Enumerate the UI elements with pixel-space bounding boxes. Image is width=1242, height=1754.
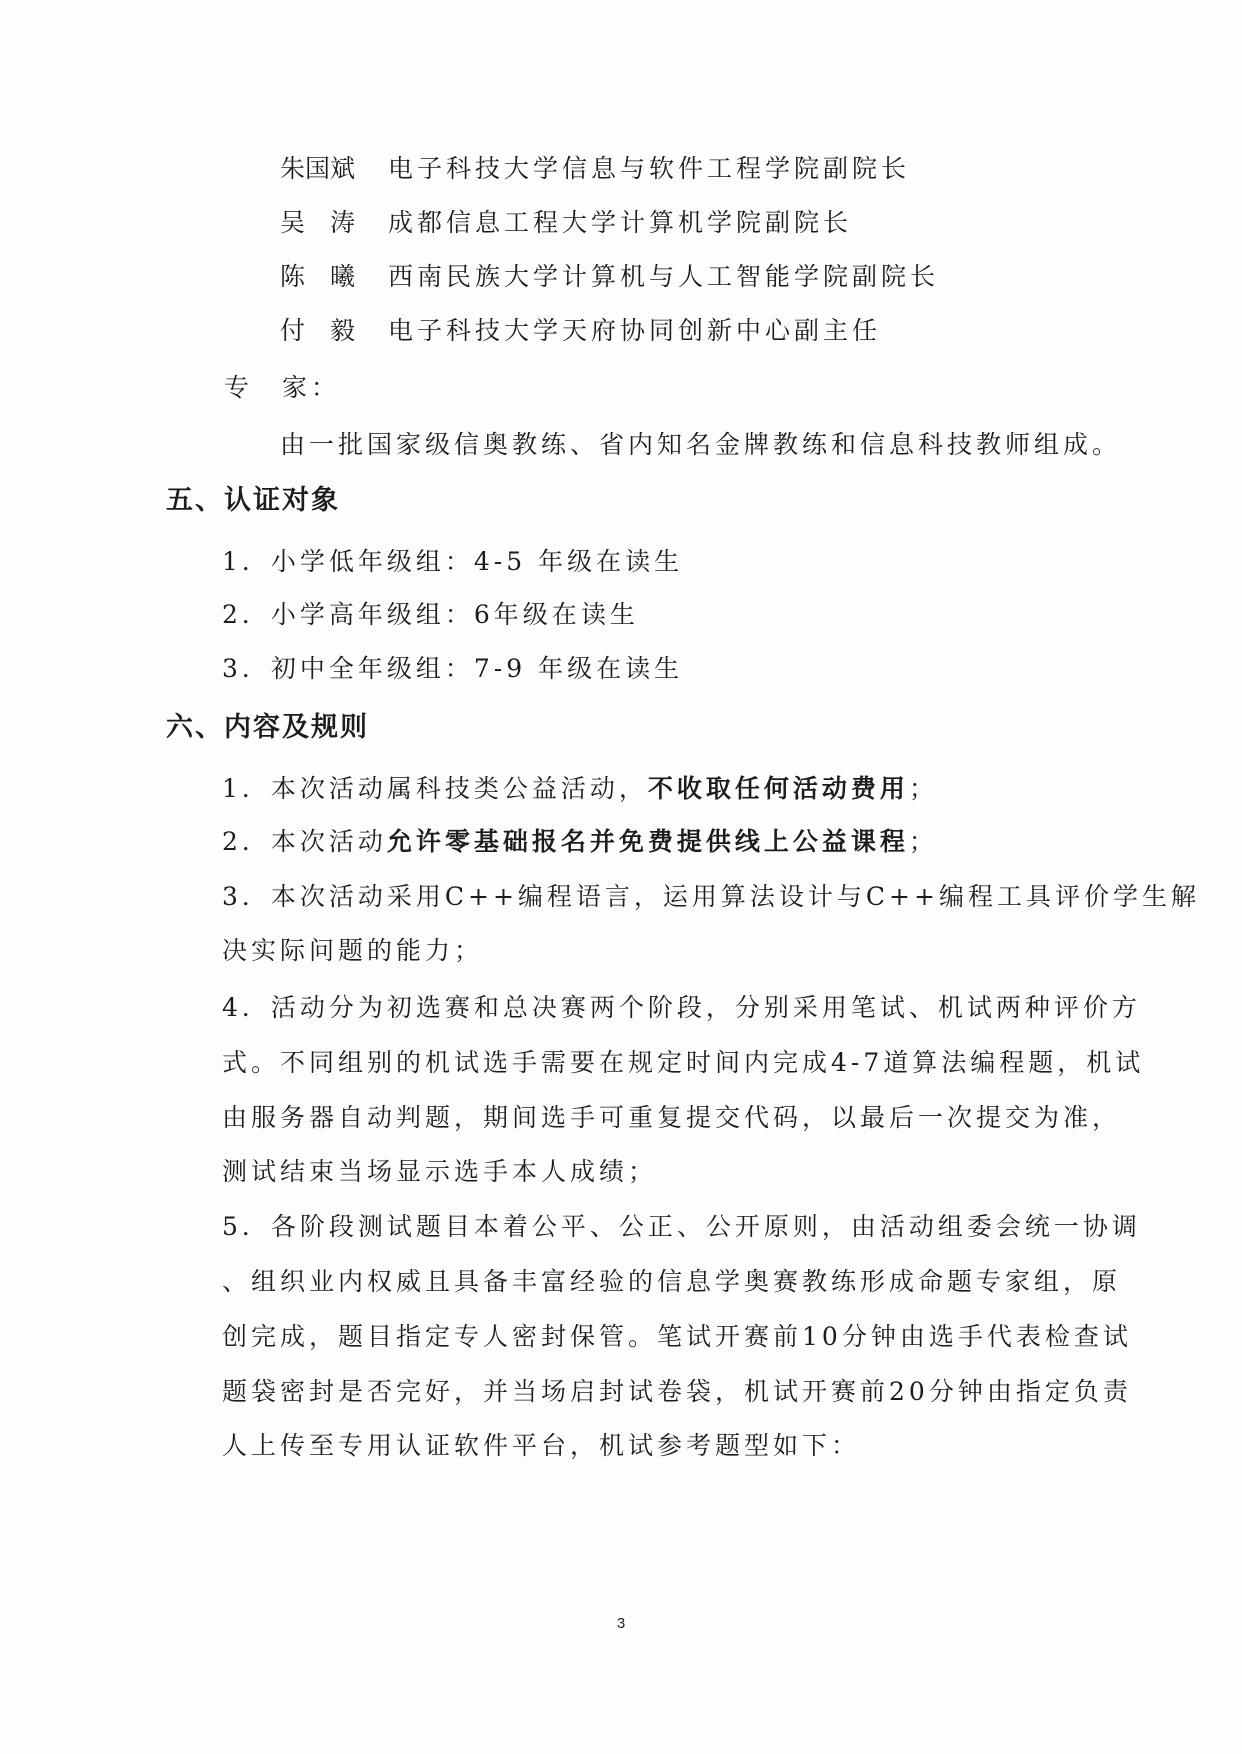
section-6-item-2: [222, 825, 938, 859]
section-6-item-4-line-4: 测试结束当场显示选手本人成绩；: [222, 1157, 658, 1186]
item-text: 2．本次活动: [222, 827, 387, 856]
item-text: 1．本次活动属科技类公益活动，: [222, 774, 648, 803]
member-title: 西南民族大学计算机与人工智能学院副院长: [387, 262, 939, 291]
experts-text: 由一批国家级信奥教练、省内知名金牌教练和信息科技教师组成。: [280, 430, 1122, 459]
section-6-item-4-line-2: 式。不同组别的机试选手需要在规定时间内完成4-7道算法编程题，机试: [222, 1048, 1145, 1077]
member-name: 付 毅: [280, 316, 356, 345]
section-6-item-3-line-1: 3．本次活动采用C++编程语言，运用算法设计与C++编程工具评价学生解: [222, 882, 1200, 911]
committee-member-4: [280, 314, 881, 348]
section-6-item-5-line-2: 、组织业内权威且具备丰富经验的信息学奥赛教练形成命题专家组，原: [222, 1267, 1122, 1296]
section-6-item-1: [222, 772, 938, 806]
section-5-item-1: 1．小学低年级组：4-5 年级在读生: [222, 547, 684, 576]
member-title: 电子科技大学天府协同创新中心副主任: [387, 316, 881, 345]
member-title: 电子科技大学信息与软件工程学院副院长: [387, 154, 910, 183]
section-6-item-5-line-5: 人上传至专用认证软件平台，机试参考题型如下：: [222, 1431, 861, 1460]
committee-member-1: [280, 152, 910, 186]
section-6-item-5-line-3: 创完成，题目指定专人密封保管。笔试开赛前10分钟由选手代表检查试: [222, 1322, 1132, 1351]
section-6-item-5-line-4: 题袋密封是否完好，并当场启封试卷袋，机试开赛前20分钟由指定负责: [222, 1377, 1132, 1406]
section-5-heading: 五、认证对象: [166, 485, 340, 516]
item-text: ；: [908, 827, 938, 856]
item-emphasis: 不收取任何活动费用: [647, 774, 909, 803]
experts-label: 专 家：: [224, 373, 341, 402]
section-6-heading: 六、内容及规则: [166, 712, 369, 743]
section-6-item-4-line-3: 由服务器自动判题，期间选手可重复提交代码，以最后一次提交为准，: [222, 1103, 1122, 1132]
member-name: 吴 涛: [280, 208, 356, 237]
committee-member-3: [280, 260, 939, 294]
member-name: 陈 曦: [280, 262, 356, 291]
item-text: ；: [908, 774, 938, 803]
committee-member-2: [280, 206, 852, 240]
section-6-item-5-line-1: 5．各阶段测试题目本着公平、公正、公开原则，由活动组委会统一协调: [222, 1212, 1141, 1241]
section-5-item-2: 2．小学高年级组：6年级在读生: [222, 600, 639, 629]
member-title: 成都信息工程大学计算机学院副院长: [387, 208, 852, 237]
page-number: 3: [616, 1615, 626, 1632]
section-5-item-3: 3．初中全年级组：7-9 年级在读生: [222, 654, 684, 683]
section-6-item-3-line-2: 决实际问题的能力；: [222, 936, 484, 965]
item-emphasis: 允许零基础报名并免费提供线上公益课程: [386, 827, 909, 856]
member-name: 朱国斌: [280, 154, 356, 183]
section-6-item-4-line-1: 4．活动分为初选赛和总决赛两个阶段，分别采用笔试、机试两种评价方: [222, 993, 1141, 1022]
